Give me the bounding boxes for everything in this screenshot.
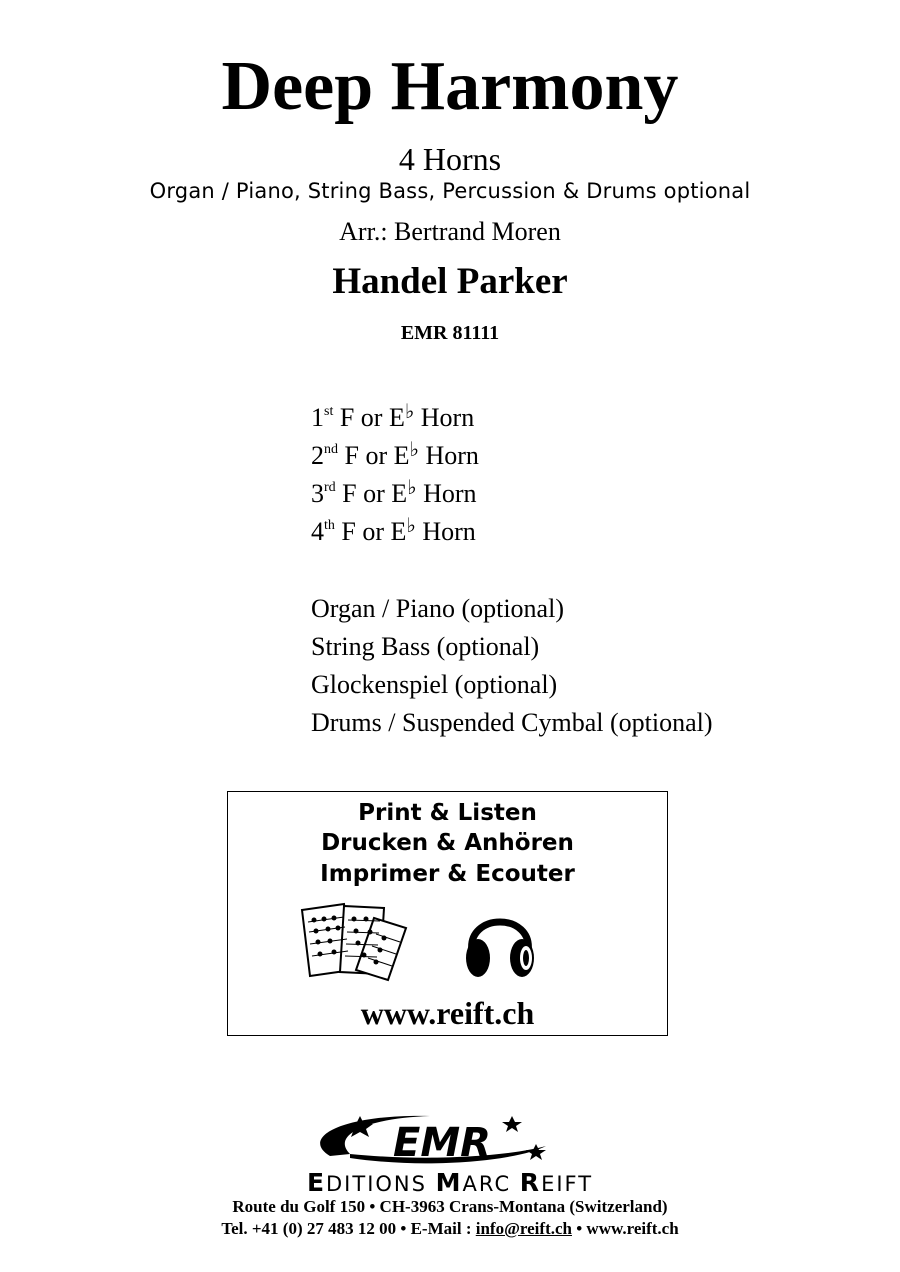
part-item: Drums / Suspended Cymbal (optional)	[311, 708, 713, 737]
catalog-number: EMR 81111	[400, 322, 500, 344]
flat-symbol: ♭	[407, 475, 417, 499]
part-item: Organ / Piano (optional)	[311, 594, 564, 623]
headphones-icon	[464, 902, 536, 982]
emr-logo	[310, 1110, 590, 1166]
arranger: Arr.: Bertrand Moren	[339, 217, 561, 246]
instrumentation: Organ / Piano, String Bass, Percussion & Drums optional	[149, 179, 751, 203]
promo-line: Drucken & Anhören	[321, 830, 574, 856]
publisher-address: Route du Golf 150 • CH-3963 Crans-Montana (Switzerland)	[232, 1197, 668, 1216]
promo-line: Print & Listen	[358, 800, 537, 826]
part-item: 2nd F or E♭ Horn	[311, 437, 479, 470]
part-item: 3rd F or E♭ Horn	[311, 475, 477, 508]
publisher-contact: Tel. +41 (0) 27 483 12 00 • E-Mail : info@reift.ch • www.reift.ch	[221, 1219, 679, 1238]
title: Deep Harmony	[221, 48, 679, 125]
promo-line: Imprimer & Ecouter	[320, 861, 575, 887]
flat-symbol: ♭	[406, 513, 416, 537]
flat-symbol: ♭	[409, 437, 419, 461]
sheet-music-icon	[300, 900, 412, 982]
subtitle: 4 Horns	[398, 141, 502, 177]
publisher-name: EDITIONS MARC REIFT	[306, 1168, 594, 1197]
print-listen-box	[227, 791, 668, 1036]
optional-parts-list	[311, 590, 713, 742]
part-item: 1st F or E♭ Horn	[311, 399, 475, 432]
horn-parts-list	[311, 399, 479, 551]
logo-text: EMR	[393, 1120, 491, 1166]
part-item: Glockenspiel (optional)	[311, 670, 558, 699]
flat-symbol: ♭	[404, 399, 415, 423]
website-url[interactable]: www.reift.ch	[360, 995, 535, 1031]
email-link[interactable]: info@reift.ch	[475, 1219, 572, 1238]
part-item: String Bass (optional)	[311, 632, 540, 661]
part-item: 4th F or E♭ Horn	[311, 513, 476, 546]
composer: Handel Parker	[332, 261, 568, 302]
